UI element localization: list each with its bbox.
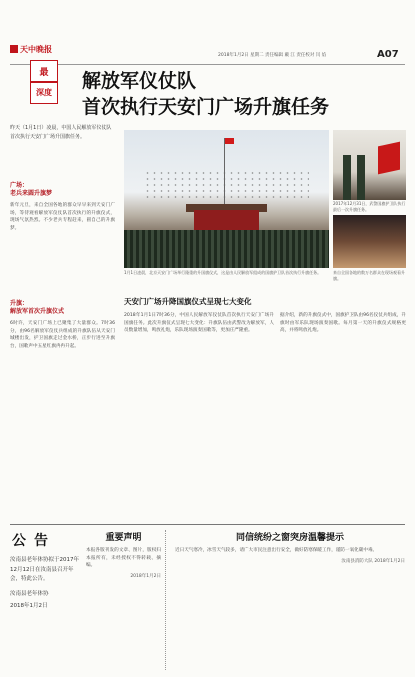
subhead-square: 广场： 老兵来圆升旗梦 — [10, 182, 53, 197]
warning-title: 同信统纷之窗突房温馨提示 — [235, 533, 344, 543]
doves-decoration — [144, 170, 309, 200]
caption-right-photo-2: 来自全国各地的数万名群众在现场观看升旗。 — [333, 270, 405, 281]
photo-crowd — [333, 215, 406, 268]
page-number: A07 — [377, 49, 399, 60]
flagpole — [224, 138, 225, 210]
honor-guard-troops — [124, 230, 329, 268]
soldier-figure — [357, 155, 365, 200]
declaration-title: 重要声明 — [105, 533, 142, 543]
header-divider — [10, 64, 405, 65]
announcement-box — [10, 530, 80, 670]
page-meta: 2018年1月2日 星期二 责任编辑 戴 江 责任校对 闫 焰 — [218, 53, 327, 58]
photo-armed-police-guard — [333, 130, 406, 200]
tiananmen-gate — [194, 210, 259, 230]
headline — [82, 68, 402, 120]
caption-main-photo: 1月1日凌晨，北京天安门广场举行隆重的升国旗仪式，这是由人民解放军组成的国旗护卫队首次执行升旗任务。 — [124, 270, 322, 275]
body-text-details: 据介绍，新的升旗仪式中，国旗护卫队由96名仪仗兵组成，升旗时由军乐队现场演奏国歌。每月第一天的升旗仪式规格更高，并将鸣放礼炮。 — [280, 313, 406, 334]
body-text-changes: 2018年1月1日7时36分，中国人民解放军仪仗队首次执行天安门广场升国旗任务。此次升旗仪式呈现七大变化：升旗队伍由武警改为解放军，人员数量增加，鸣放礼炮，乐队现场演奏国歌等，更加庄严隆重。 — [124, 313, 274, 334]
subhead-raising: 升旗： 解放军首次升旗仪式 — [10, 300, 65, 315]
announcement-date: 2018年1月2日 — [10, 602, 48, 609]
declaration-body: 本报各版刊发的文章、图片，版权归本报所有，未经授权不得转载、摘编。 — [86, 548, 161, 569]
body-text-square: 新年元旦，来自全国各地的群众早早来到天安门广场，等待观看解放军仪仗队首次执行的升旗仪式，现场气氛热烈。不少老兵专程赶来，圆自己的升旗梦。 — [10, 203, 115, 231]
section-badge-line2: 深度 — [36, 88, 52, 97]
masthead-mark-icon — [10, 45, 18, 53]
caption-right-photo-1: 2017年12月31日，武警国旗护卫队执行最后一次升旗任务。 — [333, 201, 406, 212]
announcement-body: 汝南县老年体协拟于2017年12月12日在汝南县召开年会，特此公告。 — [10, 557, 79, 582]
announcement-org: 汝南县老年体协 — [10, 590, 49, 597]
soldier-figure — [343, 155, 351, 200]
lead-paragraph: 昨天（1月1日）凌晨，中国人民解放军仪仗队首次执行天安门广场升国旗任务。 — [10, 125, 112, 140]
warning-signature: 汝南县消防大队 2018年1月2日 — [341, 558, 405, 564]
declaration-box — [86, 530, 166, 670]
warning-body: 近日天气寒冷，冰雪天气较多，请广大市民注意出行安全，做好防寒保暖工作，谨防一氧化碳中毒。 — [175, 548, 378, 553]
masthead-logo: 天中晚报 — [10, 44, 52, 55]
section-subtitle-changes: 天安门广场升降国旗仪式呈现七大变化 — [124, 297, 252, 306]
section-badge — [30, 60, 58, 104]
headline-line-2: 首次执行天安门广场升旗任务 — [82, 96, 330, 118]
section-badge-line1: 最 — [39, 68, 49, 78]
section-badge-bar — [30, 81, 58, 83]
bottom-divider — [10, 524, 405, 525]
flag-icon — [225, 138, 234, 144]
announcement-title: 公告 — [12, 533, 56, 549]
main-photo-flag-raising — [124, 130, 329, 268]
body-text-raising: 6时许，天安门广场上已聚集了大量群众。7时36分，由96名解放军仪仗兵组成的升旗队伍从天安门城楼出发，护卫国旗走过金水桥，正步行进至升旗台，国歌声中五星红旗冉冉升起。 — [10, 321, 115, 349]
red-flag-icon — [378, 142, 400, 175]
warning-box — [175, 530, 405, 564]
declaration-date: 2018年1月2日 — [130, 573, 161, 579]
headline-line-1: 解放军仪仗队 — [82, 70, 197, 92]
